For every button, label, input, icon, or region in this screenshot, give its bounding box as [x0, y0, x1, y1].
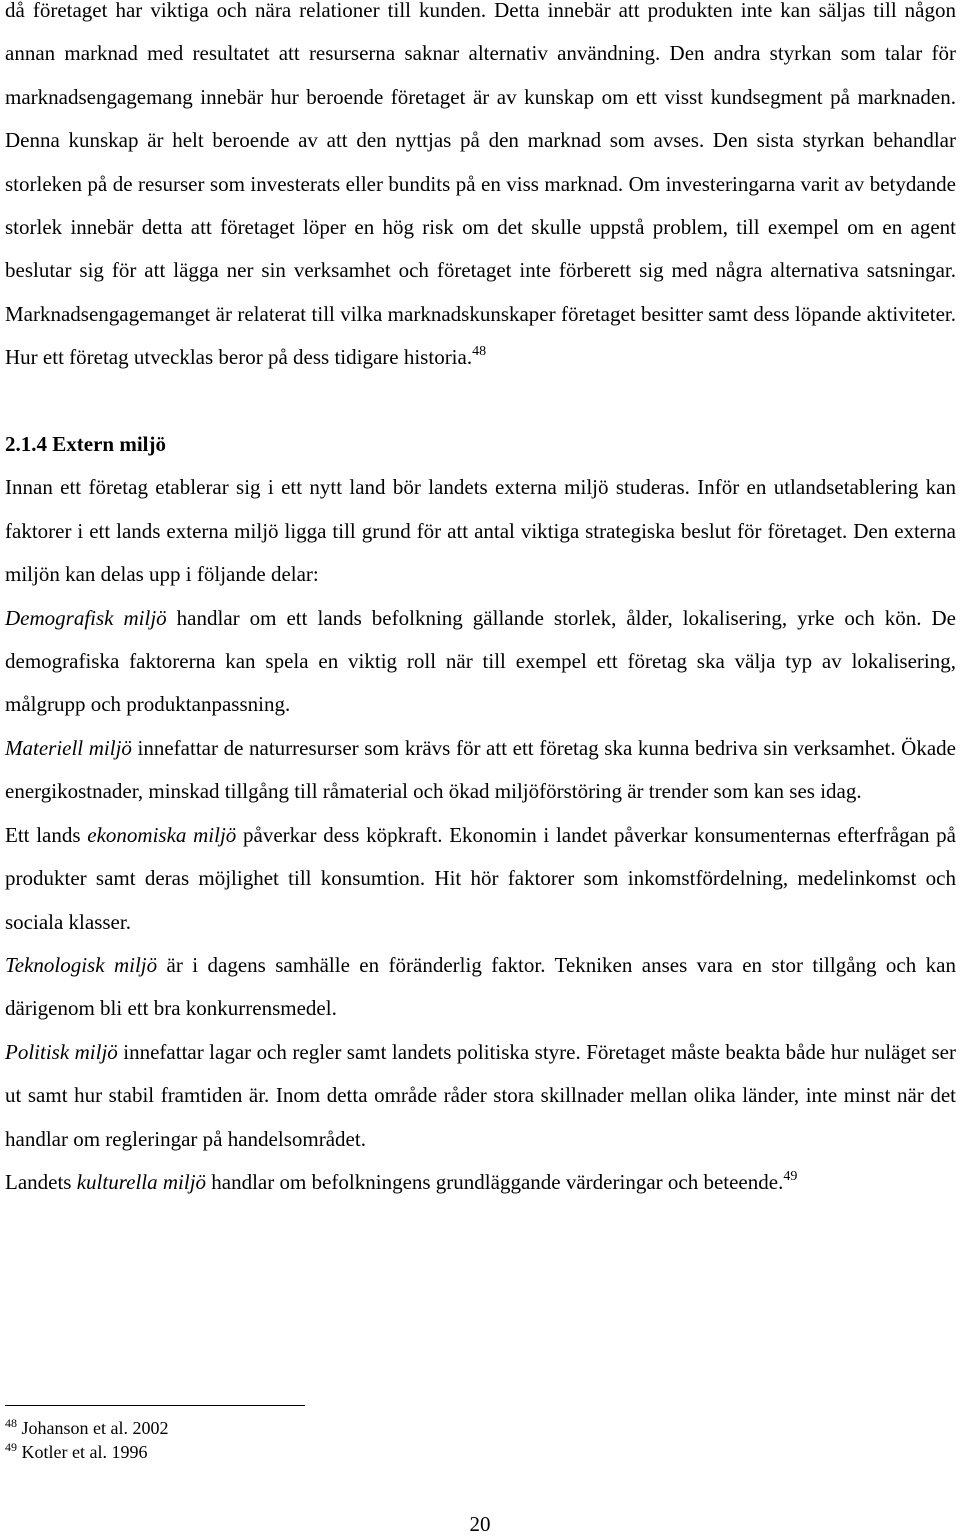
paragraph-external-environment: Innan ett företag etablerar sig i ett nytt land bör landets externa miljö studeras. Inför en utlandsetablering kan faktorer i ett lands externa miljö ligga till grund för att antal viktiga strategiska beslut för företaget. Den externa miljön kan delas upp i följande delar: [5, 475, 956, 587]
footnotes [5, 1416, 168, 1464]
term-demographic: Demografisk miljö [5, 605, 167, 630]
body-text [5, 0, 956, 1204]
section-heading: 2.1.4 Extern miljö [5, 432, 166, 457]
footnote: $^{48}$ Johanson et al. 2002 [5, 1416, 169, 1438]
paragraph-technological: Teknologisk miljö är i dagens samhälle en föränderlig faktor. Tekniken anses vara en stor tillgång och kan därigenom bli ett bra konkurrensmedel. [5, 952, 956, 1021]
paragraph-market-commitment: då företaget har viktiga och nära relationer till kunden. Detta innebär att produkten inte kan säljas till någon annan marknad med resultatet att resurserna saknar alternativ användning. Den andra styrkan som talar för marknadsengagemang innebär hur beroende företaget är av kunskap om ett visst kundsegment på marknaden. Denna kunskap är helt beroende av att den nyttjas på den marknad som avses. Den sista styrkan behandlar storleken på de resurser som investerats eller bundits på en viss marknad. Om investeringarna varit av betydande storlek innebär detta att företaget löper en hög risk om det skulle uppstå problem, till exempel om en agent beslutar sig för att lägga ner sin verksamhet och företaget inte förberett sig med några alternativa satsningar. Marknadsengagemanget är relaterat till vilka marknadskunskaper företaget besitter samt dess löpande aktiviteter. Hur ett företag utvecklas beror på dess tidigare historia.$^{48}$ [5, 0, 956, 370]
term-political: Politisk miljö [5, 1039, 118, 1064]
footnote-ref: 49 [783, 1168, 798, 1184]
footnote-ref: 48 [472, 344, 487, 360]
paragraph-political: Politisk miljö innefattar lagar och regler samt landets politiska styre. Företaget måste beakta både hur nuläget ser ut samt hur stabil framtiden är. Inom detta område råder stora skillnader mellan olika länder, inte minst när det handlar om regleringar på handelsområdet. [5, 1039, 956, 1151]
term-technological: Teknologisk miljö [5, 952, 158, 977]
paragraph-material: Materiell miljö innefattar de naturresurser som krävs för att ett företag ska kunna bedriva sin verksamhet. Ökade energikostnader, minskad tillgång till råmaterial och ökad miljöförstöring är trender som kan ses idag. [5, 735, 956, 804]
paragraph-cultural: Landets kulturella miljö handlar om befolkningens grundläggande värderingar och beteende.$^{49}$ [5, 1168, 798, 1194]
term-economic: ekonomiska miljö [87, 822, 237, 847]
term-cultural: kulturella miljö [76, 1169, 207, 1194]
paragraph-economic: Ett lands ekonomiska miljö påverkar dess köpkraft. Ekonomin i landet påverkar konsumenternas efterfrågan på produkter samt deras möjlighet till konsumtion. Hit hör faktorer som inkomstfördelning, medelinkomst och sociala klasser. [5, 822, 957, 934]
footnote-divider [5, 1405, 305, 1406]
page-number: 20 [469, 1512, 491, 1536]
term-material: Materiell miljö [5, 735, 132, 760]
footnote: $^{49}$ Kotler et al. 1996 [5, 1440, 148, 1462]
paragraph-demographic: Demografisk miljö handlar om ett lands befolkning gällande storlek, ålder, lokalisering, yrke och kön. De demografiska faktorerna kan spela en viktig roll när till exempel ett företag ska välja typ av lokalisering, målgrupp och produktanpassning. [5, 605, 957, 717]
